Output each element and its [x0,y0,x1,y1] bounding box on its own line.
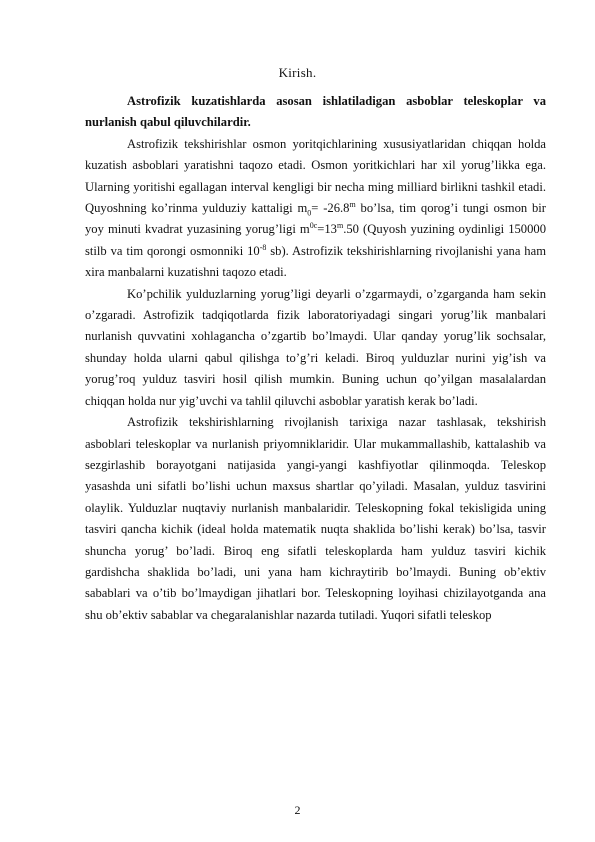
sky-mag-superscript: 0c [309,221,318,231]
paragraph-3: Astrofizik tekshirishlarning rivojlanish tarixiga nazar tashlasak, tekshirish asboblari teleskoplar va nurlanish priyomniklaridir. Ular mukammallashib, kattalashib va sezgirlashib borayotgani natijasida yangi-yangi kashfiyotlar qilinmoqda. Teleskop yasashda uni sifatli bo’lishi uchun maxsus shartlar qo’yiladi. Masalan, yulduz tasvirini olaylik. Yulduzlar nuqtaviy nurlanish manbalaridir. Teleskopning fokal tekisligida uning tasviri qancha kichik (ideal holda matematik nuqta shaklida bo’lishi kerak) bo’lsa, tasvir shuncha yorug’ bo’ladi. Biroq eng sifatli teleskoplarda ham yulduz tasviri kichik gardishcha shaklida bo’ladi, uni yana ham kichraytirib bo’lmaydi. Buning ob’ektiv sabablari va o’tib bo’lmaydigan jihatlari bor. Teleskopning loyihasi chizilayotganda ana shu ob’ektiv sabablar va chegaralanishlar nazarda tutiladi. Yuqori sifatli teleskop [85,415,546,622]
para1-text-a: Astrofizik tekshirishlar osmon yoritqichlarining xususiyatlaridan chiqqan holda kuzatish asboblari yaratishni taqozo etadi. Osmon yoritkichlari har xil yorug’likka ega. Ularning yoritishi egallagan interval kengligi bir necha ming milliard birlikni tashkil etadi. Quyoshning ko’rinma yulduziy kattaligi m [85,136,546,216]
sky-mag-unit-superscript: m [336,221,344,231]
mag-superscript: m [349,199,356,209]
paragraph-2: Ko’pchilik yulduzlarning yorug’ligi deyarli o’zgarmaydi, o’zgarganda ham sekin o’zgaradi. Astrofizik tadqiqotlarda fizik laboratoriyadagi singari yorug’lik manbalari nurlanish quvvatini xohlagancha o’zgartib bo’lmaydi. Ular qanday yorug’lik sochsalar, shunday holda ularni qabul qilishga to’g’ri keladi. Biroq yulduzlar nurini yig’ish va yorug’roq yulduz tasviri hosil qilish mumkin. Buning uchun qo’yilgan masalalardan chiqqan holda nur yig’uvchi va tahlil qiluvchi asboblar yaratish kerak bo’ladi. [85,286,546,408]
mag-value: = -26.8 [311,201,350,216]
section-subtitle: Astrofizik kuzatishlarda asosan ishlatiladigan asboblar teleskoplar va nurlanish qabul qiluvchilardir. [85,94,546,130]
document-title: Kirish. [278,65,317,80]
para1-text-b: bo’lsa, tim qorog’i tungi osmon bir yoy minuti kvadrat yuzasining yorug’ligi m [85,201,546,237]
document-body [85,91,546,626]
para1-text-c: .50 (Quyosh yuzining oydinligi 150000 stilb va tim qorongi osmonniki 10 [85,222,546,258]
para1-text-d: sb). Astrofizik tekshirishlarning rivojlanishi yana ham xira manbalarni kuzatishni taqozo etadi. [85,243,546,280]
page-number: 2 [294,803,301,817]
paragraph-1 [85,134,546,284]
sky-mag-value: =13 [317,222,337,237]
mag-subscript: 0 [307,208,312,218]
exponent-superscript: -8 [259,242,267,252]
